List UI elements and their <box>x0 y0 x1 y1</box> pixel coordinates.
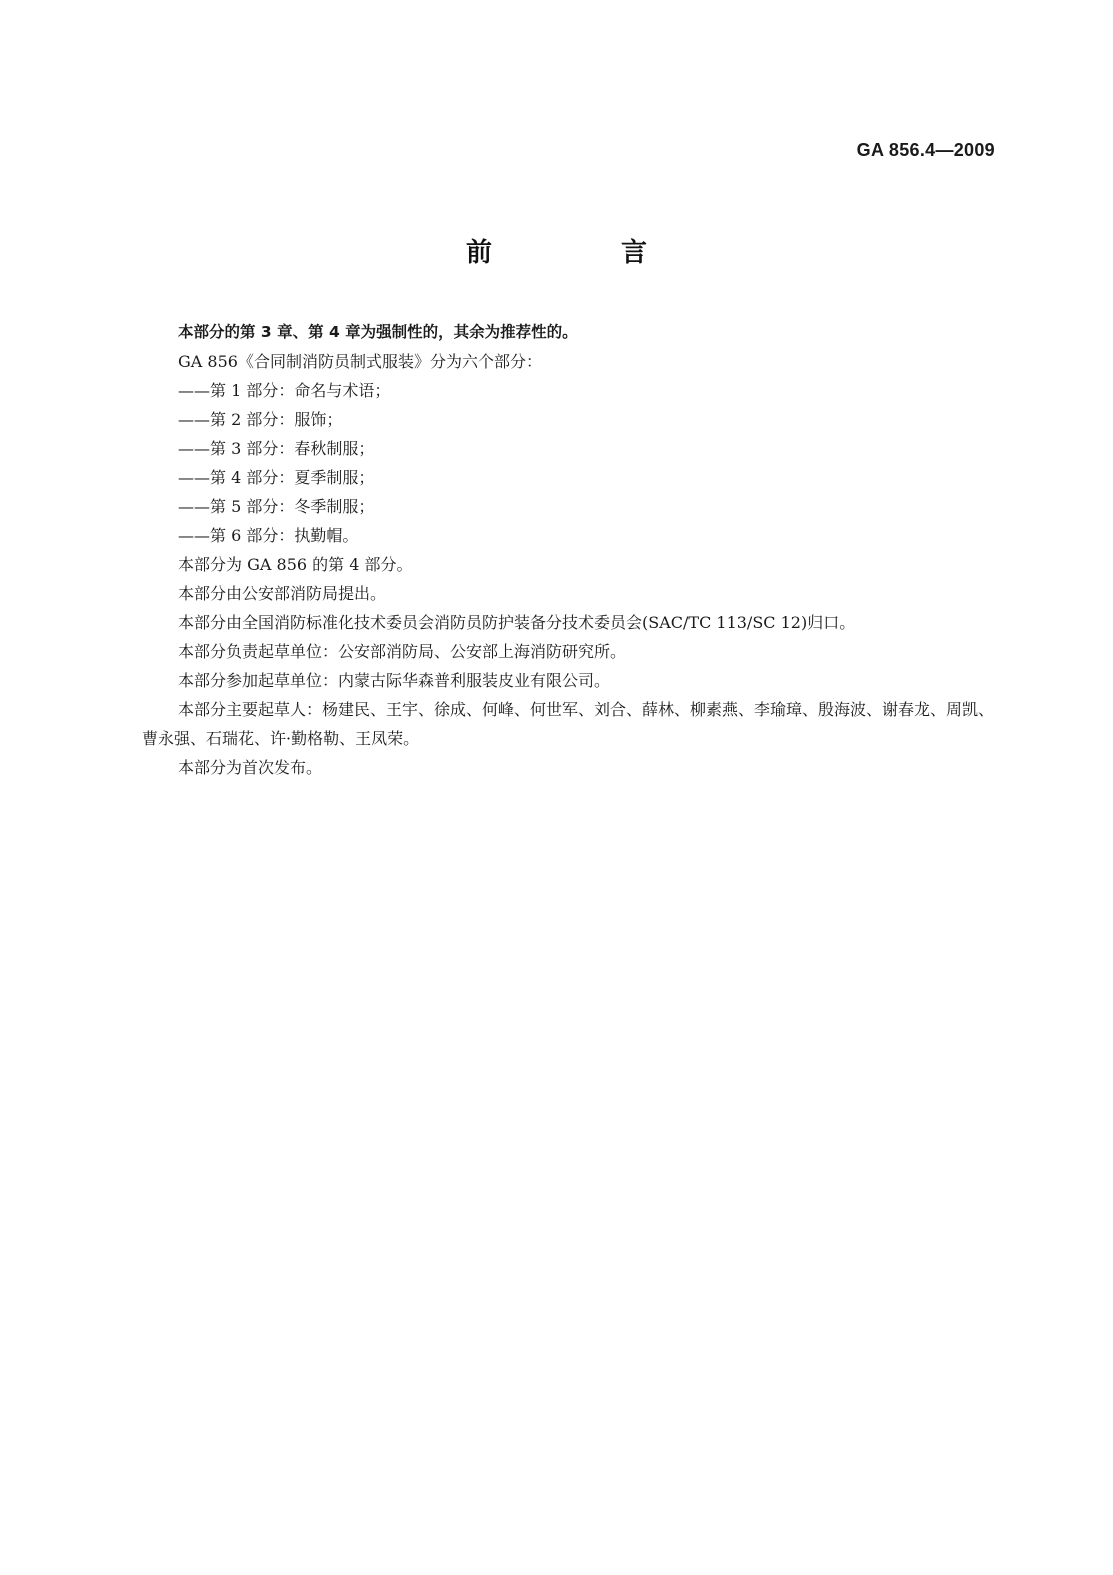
standard-code: GA 856.4—2009 <box>856 140 995 160</box>
foreword-body <box>142 318 1002 782</box>
parts-intro: GA 856《合同制消防员制式服装》分为六个部分： <box>178 352 542 371</box>
mandatory-statement: 本部分的第 3 章、第 4 章为强制性的，其余为推荐性的。 <box>178 323 578 341</box>
list-item: ——第 1 部分：命名与术语； <box>178 381 391 400</box>
part-number-statement: 本部分为 GA 856 的第 4 部分。 <box>178 555 413 574</box>
participating-units: 本部分参加起草单位：内蒙古际华森普利服装皮业有限公司。 <box>178 671 611 690</box>
main-drafters: 本部分主要起草人：杨建民、王宇、徐成、何峰、何世军、刘合、薛林、柳素燕、李瑜璋、殷海波、谢春龙、周凯、曹永强、石瑞花、许·勤格勒、王凤荣。 <box>142 700 995 748</box>
list-item: ——第 3 部分：春秋制服； <box>178 439 375 458</box>
page-title: 前 言 <box>465 238 708 268</box>
committee-statement: 本部分由全国消防标准化技术委员会消防员防护装备分技术委员会(SAC/TC 113/SC 12)归口。 <box>178 613 856 632</box>
list-item: ——第 2 部分：服饰； <box>178 410 343 429</box>
proposer-statement: 本部分由公安部消防局提出。 <box>178 584 387 603</box>
drafting-units: 本部分负责起草单位：公安部消防局、公安部上海消防研究所。 <box>178 642 627 661</box>
list-item: ——第 4 部分：夏季制服； <box>178 468 375 487</box>
list-item: ——第 6 部分：执勤帽。 <box>178 526 359 545</box>
first-release-statement: 本部分为首次发布。 <box>178 758 323 777</box>
list-item: ——第 5 部分：冬季制服； <box>178 497 375 516</box>
parts-list <box>142 376 1002 550</box>
